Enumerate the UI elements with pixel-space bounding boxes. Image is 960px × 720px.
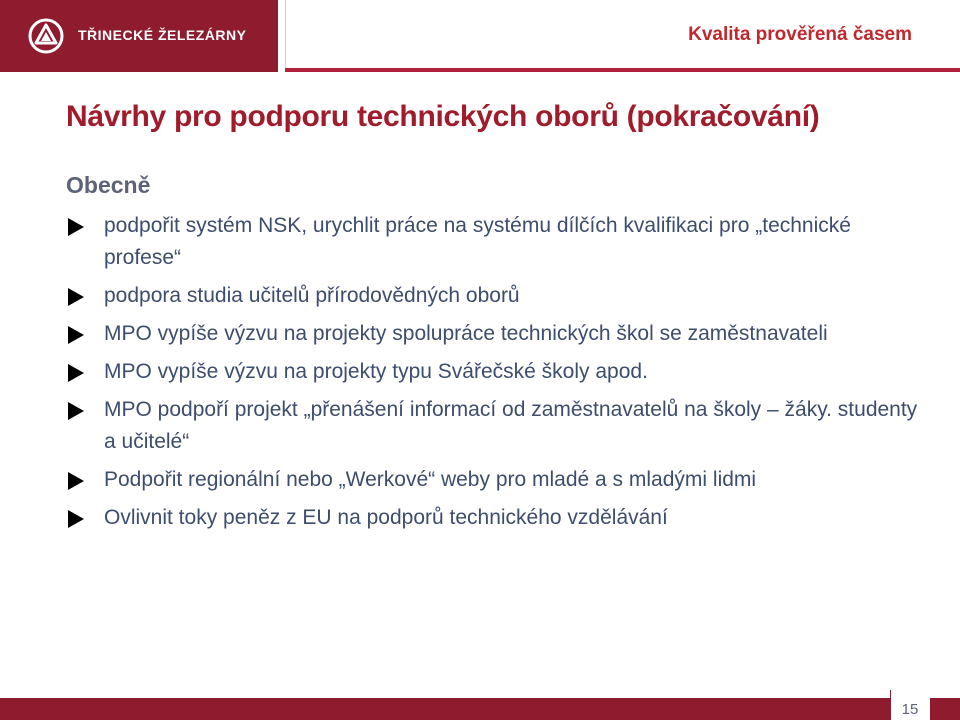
bullet-text: Podpořit regionální nebo „Werkové“ weby pro mladé a s mladými lidmi (104, 468, 757, 491)
logo-text: TŘINECKÉ ŽELEZÁRNY (78, 27, 247, 43)
arrow-right-icon (68, 326, 84, 344)
company-logo (0, 0, 278, 72)
bullet-text: MPO vypíše výzvu na projekty spolupráce technických škol se zaměstnavateli (104, 322, 828, 345)
footer-bar (0, 698, 960, 720)
bullet-text: podpora studia učitelů přírodovědných oborů (104, 284, 520, 307)
bullet-text: MPO vypíše výzvu na projekty typu Svářečské školy apod. (104, 360, 648, 383)
page-number-box (890, 690, 930, 720)
bullet-item (66, 280, 926, 312)
bullet-text: MPO podpoří projekt „přenášení informací od zaměstnavatelů na školy – žáky. studenty a učitelé“ (104, 398, 918, 453)
header-bar (0, 0, 960, 72)
arrow-right-icon (68, 364, 84, 382)
trinec-logo-icon (28, 18, 64, 54)
bullet-item (66, 464, 926, 496)
section-heading: Obecně (66, 172, 151, 198)
bullet-item (66, 394, 926, 458)
page-number: 15 (901, 701, 919, 718)
slide-title: Návrhy pro podporu technických oborů (pokračování) (66, 100, 820, 133)
arrow-right-icon (68, 472, 84, 490)
bullet-item (66, 318, 926, 350)
arrow-right-icon (68, 510, 84, 528)
header-band (285, 0, 960, 72)
arrow-right-icon (68, 402, 84, 420)
bullet-text: Ovlivnit toky peněz z EU na podporů technického vzdělávání (104, 506, 668, 529)
bullet-text: podpořit systém NSK, urychlit práce na systému dílčích kvalifikaci pro „technické profese“ (104, 214, 851, 269)
tagline: Kvalita prověřená časem (688, 24, 912, 45)
arrow-right-icon (68, 218, 84, 236)
bullet-item (66, 502, 926, 534)
bullet-item (66, 210, 926, 274)
bullet-list (66, 210, 926, 540)
arrow-right-icon (68, 288, 84, 306)
bullet-item (66, 356, 926, 388)
